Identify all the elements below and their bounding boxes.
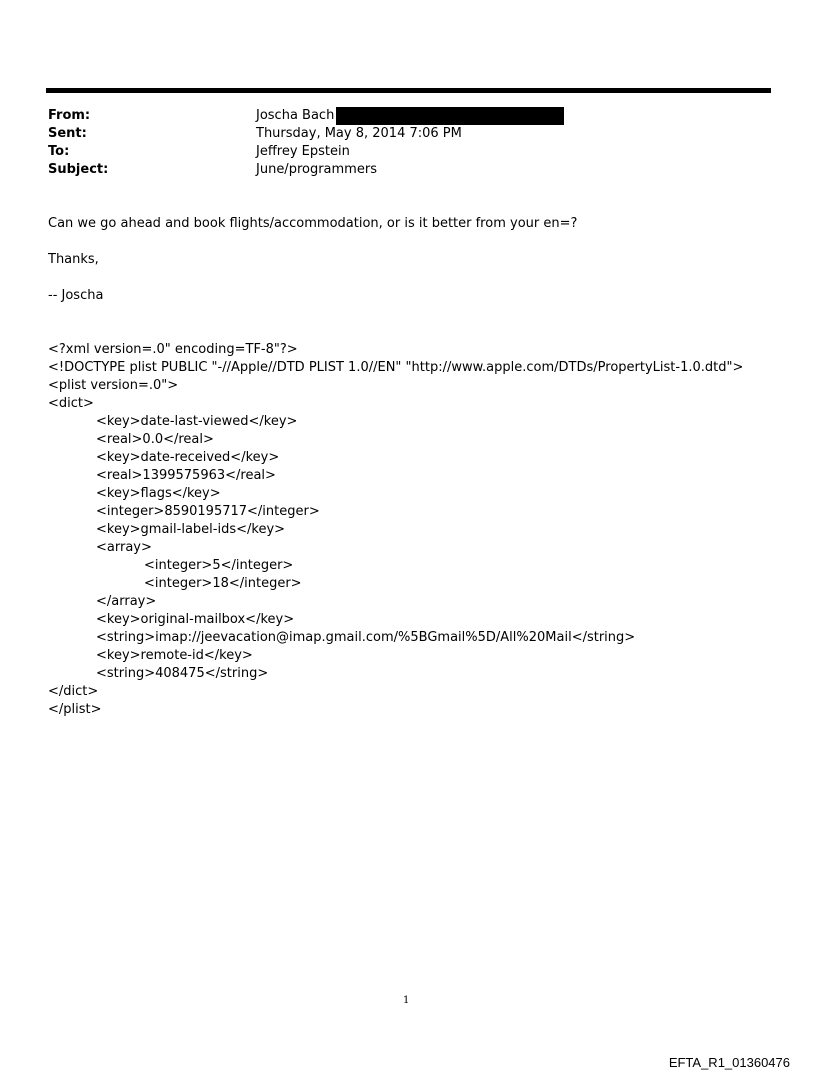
from-value-container [256, 107, 564, 125]
plist-line: <!DOCTYPE plist PUBLIC "-//Apple//DTD PLIST 1.0//EN" "http://www.apple.com/DTDs/PropertyList-1.0.dtd"> [48, 360, 744, 375]
plist-line: <key>date-last-viewed</key> [96, 414, 298, 429]
header-divider [46, 88, 771, 93]
plist-line: </plist> [48, 702, 102, 717]
to-value: Jeffrey Epstein [256, 144, 350, 159]
subject-label: Subject: [48, 162, 109, 177]
plist-line: <?xml version=.0" encoding=TF-8"?> [48, 342, 298, 357]
plist-line: <key>original-mailbox</key> [96, 612, 295, 627]
subject-value: June/programmers [256, 162, 377, 177]
plist-line: <array> [96, 540, 152, 555]
page-number: 1 [403, 995, 410, 1006]
plist-line: <dict> [48, 396, 94, 411]
to-label: To: [48, 144, 70, 159]
plist-line: <integer>5</integer> [144, 558, 294, 573]
plist-line: <string>imap://jeevacation@imap.gmail.com/%5BGmail%5D/All%20Mail</string> [96, 630, 636, 645]
plist-line: <real>1399575963</real> [96, 468, 276, 483]
redaction-bar [336, 107, 564, 125]
plist-line: </array> [96, 594, 157, 609]
message-text: Can we go ahead and book flights/accommodation, or is it better from your en=? [48, 216, 578, 231]
plist-line: <key>gmail-label-ids</key> [96, 522, 286, 537]
plist-line: <integer>18</integer> [144, 576, 302, 591]
plist-line: </dict> [48, 684, 99, 699]
plist-line: <key>date-received</key> [96, 450, 280, 465]
plist-line: <plist version=.0"> [48, 378, 179, 393]
sent-label: Sent: [48, 126, 87, 141]
signature-text: -- Joscha [48, 288, 104, 303]
closing-text: Thanks, [48, 252, 99, 267]
from-value: Joscha Bach [256, 108, 335, 123]
plist-line: <real>0.0</real> [96, 432, 214, 447]
plist-line: <key>remote-id</key> [96, 648, 253, 663]
plist-line: <integer>8590195717</integer> [96, 504, 320, 519]
from-label: From: [48, 108, 91, 123]
sent-value: Thursday, May 8, 2014 7:06 PM [256, 126, 462, 141]
document-id: EFTA_R1_01360476 [668, 1055, 790, 1070]
plist-line: <key>flags</key> [96, 486, 221, 501]
plist-line: <string>408475</string> [96, 666, 269, 681]
